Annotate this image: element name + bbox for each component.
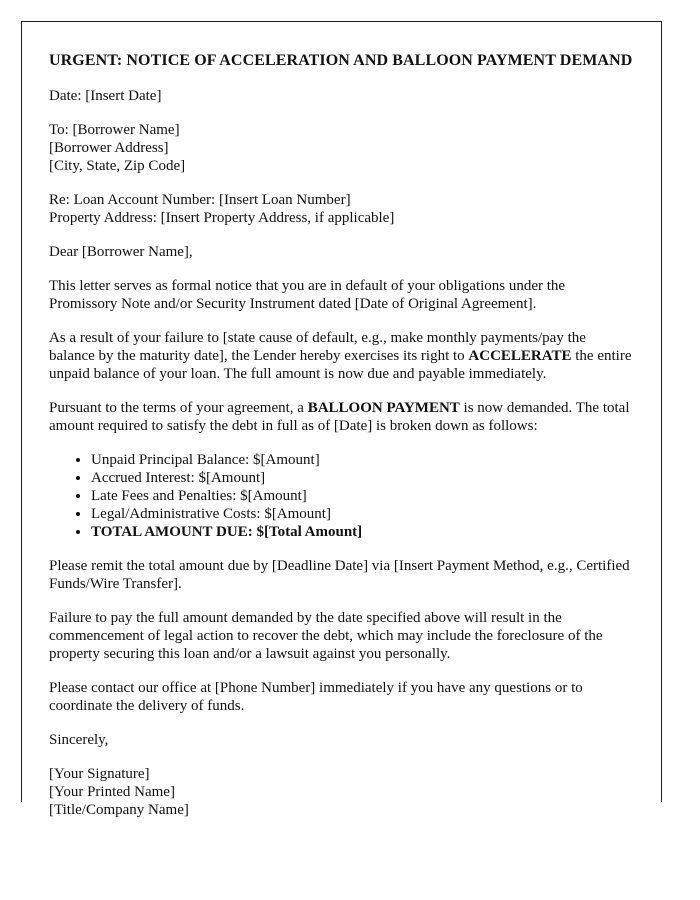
property-address-line: Property Address: [Insert Property Address, if applicable] — [49, 210, 395, 226]
breakdown-item-legal-costs: • Legal/Administrative Costs: $[Amount] — [91, 505, 634, 523]
paragraph-remit: Please remit the total amount due by [Deadline Date] via [Insert Payment Method, e.g., Certified Funds/Wire Transfer]. — [49, 558, 630, 592]
loan-number-line: Re: Loan Account Number: [Insert Loan Number] — [49, 192, 351, 208]
paragraph-accelerate — [49, 329, 634, 383]
recipient-address-line: [Borrower Address] — [49, 140, 169, 156]
accelerate-emphasis: ACCELERATE — [468, 348, 572, 364]
printed-name-line: [Your Printed Name] — [49, 784, 175, 800]
balloon-text-before: Pursuant to the terms of your agreement, a — [49, 400, 308, 416]
balloon-emphasis: BALLOON PAYMENT — [307, 400, 460, 416]
paragraph-balloon — [49, 399, 634, 435]
breakdown-item-late-fees: • Late Fees and Penalties: $[Amount] — [91, 487, 634, 505]
recipient-block — [49, 121, 634, 175]
recipient-city-line: [City, State, Zip Code] — [49, 158, 186, 174]
reference-block — [49, 191, 634, 227]
breakdown-item-total-due: • TOTAL AMOUNT DUE: $[Total Amount] — [91, 523, 634, 541]
letter-container — [21, 21, 662, 818]
letter-title: URGENT: NOTICE OF ACCELERATION AND BALLOON PAYMENT DEMAND — [49, 52, 633, 69]
title-company-line: [Title/Company Name] — [49, 802, 189, 818]
date-line: Date: [Insert Date] — [49, 88, 162, 104]
balloon-text-after: is now demanded. The total amount required to satisfy the debt in full as of [Date] is broken down as follows: — [49, 400, 630, 434]
signature-line: [Your Signature] — [49, 766, 150, 782]
paragraph-failure-consequences: Failure to pay the full amount demanded by the date specified above will result in the commencement of legal action to recover the debt, which may include the foreclosure of the property securing this loan and/or a lawsuit against you personally. — [49, 610, 603, 662]
paragraph-contact: Please contact our office at [Phone Number] immediately if you have any questions or to coordinate the delivery of funds. — [49, 680, 583, 714]
recipient-name-line: To: [Borrower Name] — [49, 122, 180, 138]
signature-block — [49, 765, 634, 819]
accelerate-text-after: the entire unpaid balance of your loan. The full amount is now due and payable immediately. — [49, 348, 632, 382]
breakdown-item-principal: • Unpaid Principal Balance: $[Amount] — [91, 451, 634, 469]
breakdown-list — [49, 451, 634, 541]
paragraph-default-notice: This letter serves as formal notice that you are in default of your obligations under the Promissory Note and/or Security Instrument dated [Date of Original Agreement]. — [49, 278, 566, 312]
closing-line: Sincerely, — [49, 732, 109, 748]
salutation-line: Dear [Borrower Name], — [49, 244, 193, 260]
accelerate-text-before: As a result of your failure to [state cause of default, e.g., make monthly payments/pay the balance by the maturity date], the Lender hereby exercises its right to — [49, 330, 586, 364]
breakdown-item-interest: • Accrued Interest: $[Amount] — [91, 469, 634, 487]
